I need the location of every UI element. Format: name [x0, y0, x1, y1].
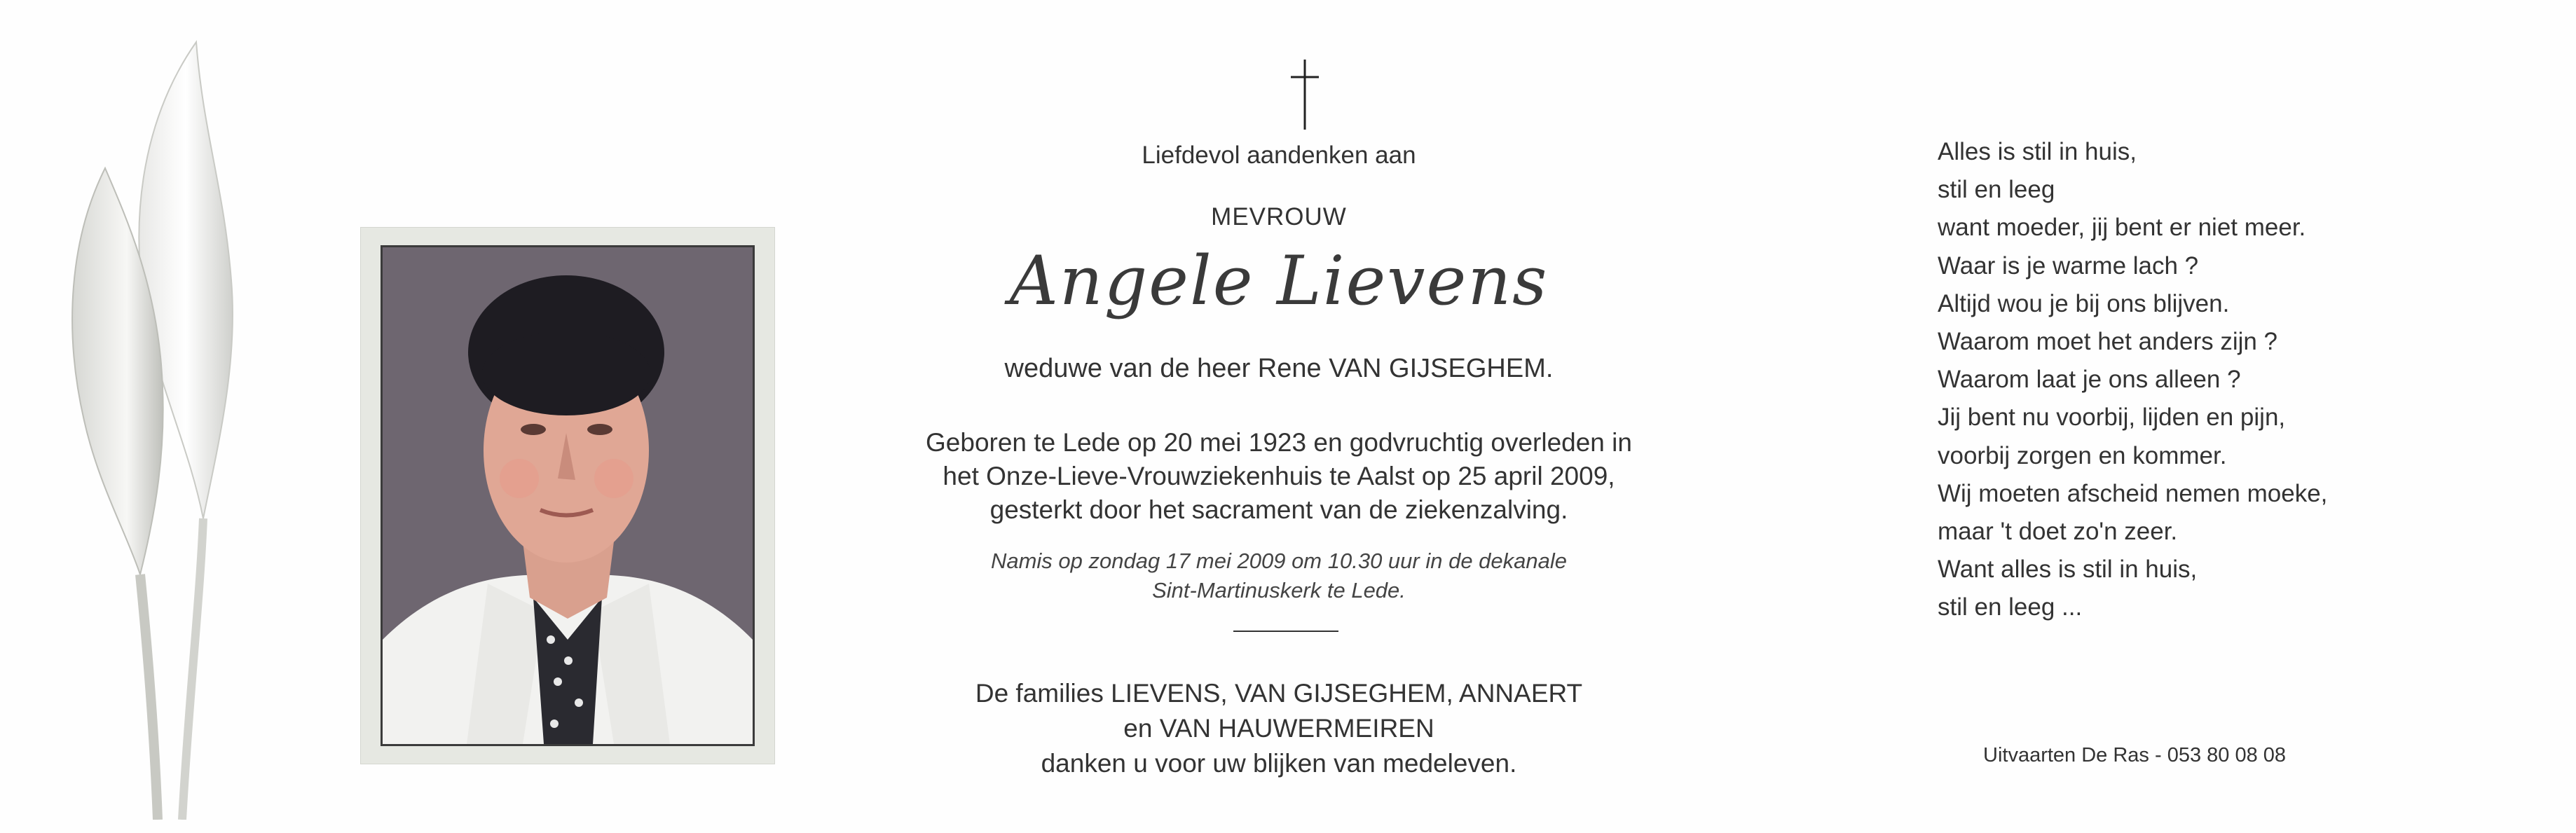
poem-line: stil en leeg [1938, 176, 2055, 204]
birth-line-1: Geboren te Lede op 20 mei 1923 en godvruchtig overleden in [926, 428, 1632, 457]
families-line-1: De families LIEVENS, VAN GIJSEGHEM, ANNAERT [975, 679, 1583, 708]
deceased-name: Angele Lievens [1009, 242, 1549, 320]
portrait-frame [361, 228, 774, 764]
intro-line: Liefdevol aandenken aan [1142, 142, 1416, 169]
funeral-home-credit: Uitvaarten De Ras - 053 80 08 08 [1983, 744, 2287, 766]
poem-line: Wij moeten afscheid nemen moeke, [1938, 479, 2328, 507]
poem-line: stil en leeg ... [1938, 593, 2083, 621]
birth-death-text [876, 426, 1682, 527]
latin-cross-icon [1284, 60, 1326, 130]
poem-line: want moeder, jij bent er niet meer. [1938, 214, 2306, 242]
families-text [876, 676, 1682, 781]
mass-line-1: Namis op zondag 17 mei 2009 om 10.30 uur in de dekanale [990, 549, 1568, 573]
portrait-image [383, 247, 753, 744]
poem-line: Waarom moet het anders zijn ? [1938, 328, 2278, 356]
poem-line: Alles is stil in huis, [1938, 138, 2137, 165]
calla-lily-icon [42, 28, 252, 820]
poem [1938, 133, 2428, 627]
mass-text [876, 546, 1682, 605]
families-line-3: danken u voor uw blijken van medeleven. [1041, 749, 1517, 778]
birth-line-2: het Onze-Lieve-Vrouwziekenhuis te Aalst op 25 april 2009, [943, 462, 1615, 490]
mass-line-2: Sint-Martinuskerk te Lede. [1152, 578, 1406, 603]
divider [1233, 631, 1338, 632]
title-word: MEVROUW [1211, 203, 1347, 230]
widow-line: weduwe van de heer Rene VAN GIJSEGHEM. [1004, 354, 1554, 383]
poem-line: maar 't doet zo'n zeer. [1938, 518, 2178, 546]
birth-line-3: gesterkt door het sacrament van de ziekenzalving. [989, 495, 1568, 524]
poem-line: Jij bent nu voorbij, lijden en pijn, [1938, 404, 2286, 432]
poem-line: Waar is je warme lach ? [1938, 252, 2199, 280]
poem-line: Altijd wou je bij ons blijven. [1938, 289, 2230, 317]
portrait-photo [381, 245, 755, 746]
poem-line: Want alles is stil in huis, [1938, 556, 2198, 584]
poem-line: voorbij zorgen en kommer. [1938, 441, 2227, 469]
poem-line: Waarom laat je ons alleen ? [1938, 366, 2241, 394]
families-line-2: en VAN HAUWERMEIREN [1123, 714, 1434, 743]
